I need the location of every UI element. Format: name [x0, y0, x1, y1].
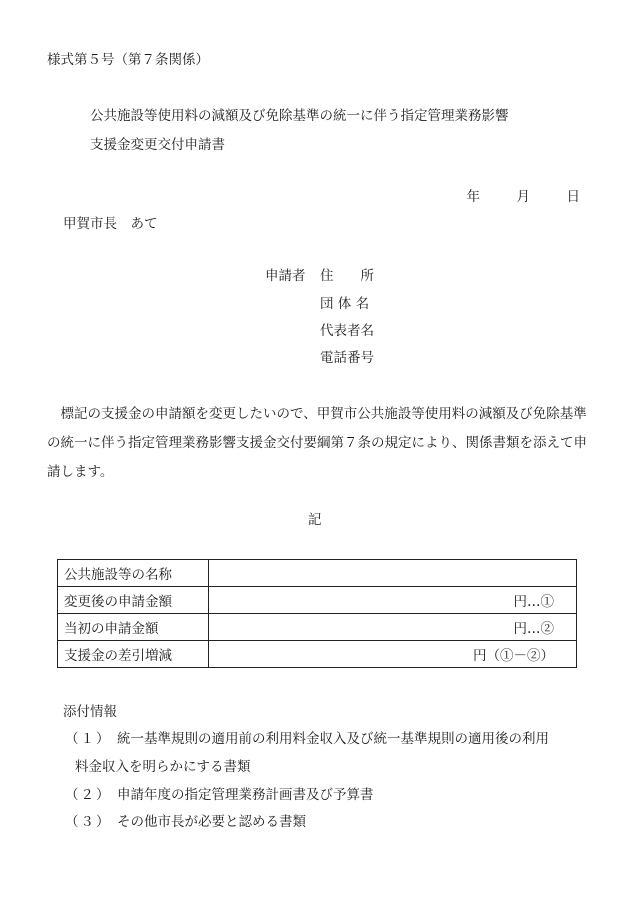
attachment-number: （３）: [65, 814, 112, 830]
original-amount-label: 当初の申請金額: [58, 614, 209, 641]
representative-name-label: 代表者名: [320, 323, 374, 339]
attachment-item-1: [65, 731, 549, 747]
table-row: [58, 641, 577, 668]
original-amount-value: 円…②: [209, 614, 577, 641]
ki-heading: 記: [308, 512, 322, 528]
attachment-item-3: [65, 814, 306, 830]
table-row: [58, 587, 577, 614]
document-title-line1: 公共施設等使用料の減額及び免除基準の統一に伴う指定管理業務影響: [90, 108, 509, 124]
facility-name-label: 公共施設等の名称: [58, 560, 209, 587]
changed-amount-value: 円…①: [209, 587, 577, 614]
table-row: [58, 560, 577, 587]
attachment-number: （１）: [65, 731, 112, 747]
subsidy-summary-table: [57, 559, 577, 668]
attachment-text: その他市長が必要と認める書類: [117, 814, 306, 830]
phone-number-label: 電話番号: [320, 350, 374, 366]
organization-name-label: 団 体 名: [320, 296, 370, 312]
form-number: 様式第５号（第７条関係）: [47, 52, 209, 68]
table-row: [58, 614, 577, 641]
difference-value: 円（①－②）: [209, 641, 577, 668]
date-line: [467, 189, 581, 205]
attachment-text: 申請年度の指定管理業務計画書及び予算書: [117, 787, 374, 803]
date-month-label: 月: [516, 189, 530, 205]
attachment-item-2: [65, 787, 374, 803]
addressee: 甲賀市長 あて: [63, 216, 158, 232]
attachments-heading: 添付情報: [63, 704, 117, 720]
application-statement: 標記の支援金の申請額を変更したいので、甲賀市公共施設等使用料の減額及び免除基準の統一に伴う指定管理業務影響支援金交付要綱第７条の規定により、関係書類を添えて申請します。: [47, 406, 587, 480]
applicant-label: 申請者: [265, 268, 306, 284]
attachment-text: 統一基準規則の適用前の利用料金収入及び統一基準規則の適用後の利用: [117, 731, 549, 747]
document-title-line2: 支援金変更交付申請書: [90, 137, 225, 153]
difference-label: 支援金の差引増減: [58, 641, 209, 668]
date-day-label: 日: [566, 189, 580, 205]
attachment-item-1-continuation: 料金収入を明らかにする書類: [75, 759, 251, 775]
date-year-label: 年: [466, 189, 480, 205]
attachment-number: （２）: [65, 787, 112, 803]
facility-name-value: [209, 560, 577, 587]
changed-amount-label: 変更後の申請金額: [58, 587, 209, 614]
address-label: 住 所: [320, 268, 374, 284]
